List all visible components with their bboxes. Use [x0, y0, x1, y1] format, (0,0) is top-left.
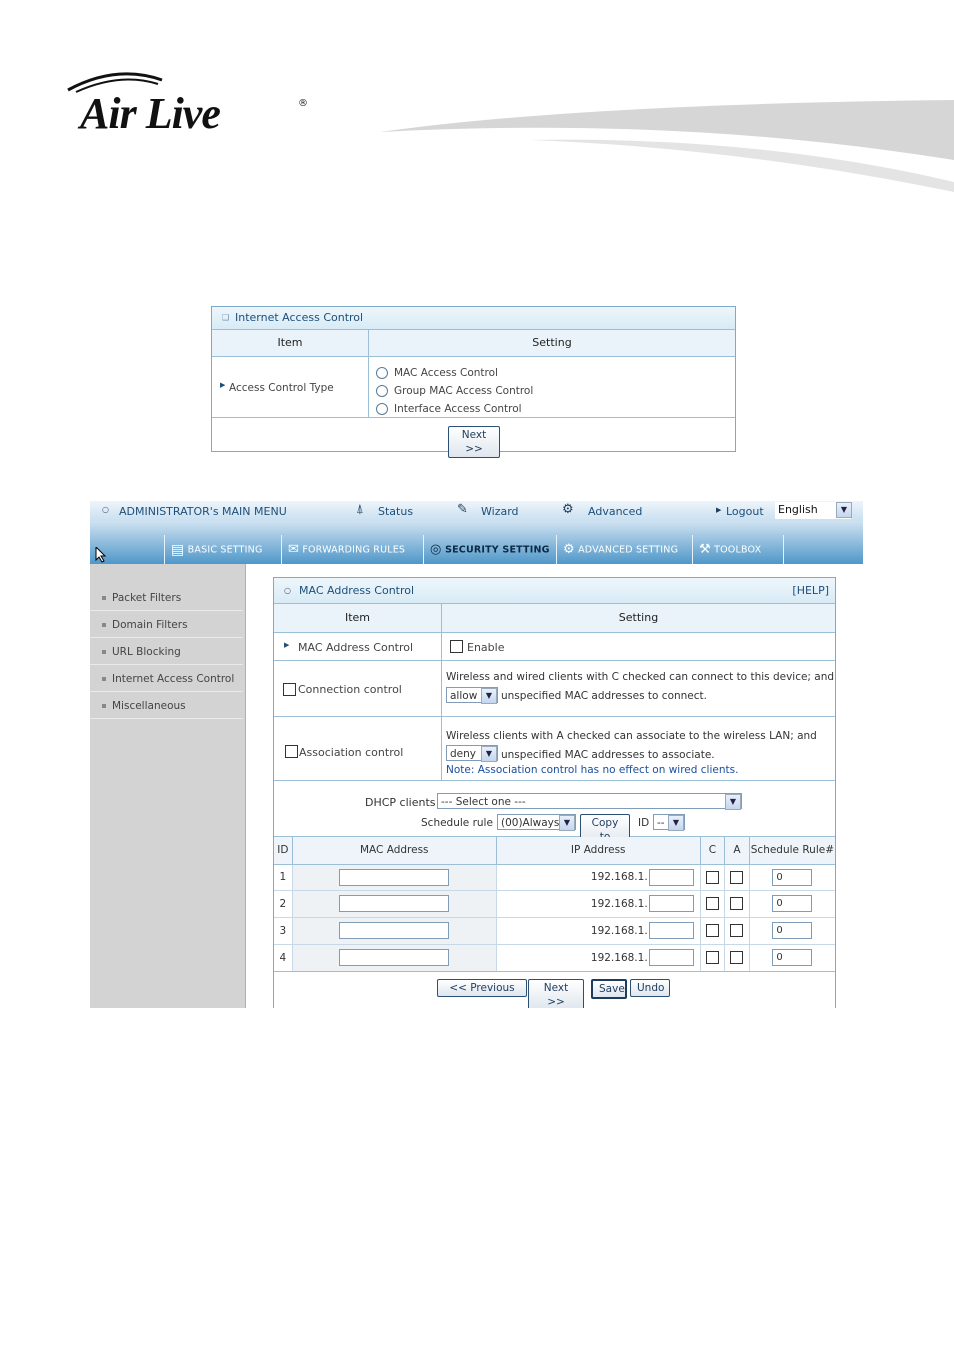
row-id: 3 — [274, 917, 292, 944]
table-row — [274, 890, 835, 917]
mac-address-input[interactable] — [339, 895, 449, 912]
th-ip-address: IP Address — [496, 837, 700, 864]
nav-security-setting[interactable]: ◎ SECURITY SETTING — [423, 535, 555, 565]
forwarding-rules-icon: ✉ — [288, 542, 300, 557]
a-checkbox[interactable] — [730, 871, 743, 884]
sidebar — [90, 564, 246, 1008]
schedule-rule-input[interactable]: 0 — [772, 922, 812, 939]
ip-suffix-input[interactable] — [649, 949, 694, 966]
toolbox-icon: ⚒ — [699, 542, 711, 557]
main-menu-title: ADMINISTRATOR's MAIN MENU — [119, 505, 287, 518]
radio-icon[interactable] — [376, 385, 388, 397]
internet-access-control-panel — [211, 306, 736, 455]
advanced-setting-icon: ⚙ — [563, 542, 575, 557]
mouse-cursor-icon — [94, 547, 110, 563]
panel-title: Internet Access Control — [235, 311, 364, 324]
association-control-label: Association control — [299, 746, 404, 759]
col-item: Item — [344, 611, 371, 624]
th-mac-address: MAC Address — [292, 837, 496, 864]
mac-address-control-panel — [273, 577, 836, 1008]
logo-registered-mark: ® — [298, 98, 308, 109]
a-checkbox[interactable] — [730, 897, 743, 910]
mac-address-input[interactable] — [339, 869, 449, 886]
schedule-rule-input[interactable]: 0 — [772, 949, 812, 966]
button-bar — [274, 972, 835, 1006]
th-c: C — [700, 837, 725, 864]
c-checkbox[interactable] — [706, 924, 719, 937]
connection-description-2: unspecified MAC addresses to connect. — [501, 690, 707, 702]
ip-prefix: 192.168.1. — [590, 871, 648, 883]
wizard-icon[interactable]: ✎ — [457, 502, 468, 517]
radio-icon[interactable] — [376, 403, 388, 415]
status-icon[interactable]: ⍋ — [356, 502, 364, 517]
mac-address-input[interactable] — [339, 922, 449, 939]
sidebar-item-internet-access-control[interactable]: Internet Access Control — [90, 666, 243, 692]
nav-toolbox[interactable]: ⚒ TOOLBOX — [692, 535, 784, 565]
logout-arrow-icon: ▶ — [716, 506, 722, 514]
basic-setting-icon: ▤ — [171, 542, 185, 558]
association-policy-select[interactable]: deny ▼ — [446, 745, 498, 761]
help-link[interactable]: [HELP] — [792, 584, 829, 597]
sidebar-item-packet-filters[interactable]: Packet Filters — [90, 585, 243, 611]
table-row — [274, 864, 835, 890]
dhcp-clients-label: DHCP clients — [365, 796, 436, 809]
chevron-down-icon: ▼ — [668, 815, 684, 831]
col-setting: Setting — [618, 611, 659, 624]
router-admin-window — [90, 501, 863, 1008]
sidebar-item-miscellaneous[interactable]: Miscellaneous — [90, 693, 243, 719]
th-a: A — [725, 837, 750, 864]
nav-forwarding-rules[interactable]: ✉ FORWARDING RULES — [281, 535, 416, 565]
top-menu-bar — [90, 501, 863, 521]
access-control-type-row — [212, 357, 735, 418]
th-schedule-rule: Schedule Rule# — [749, 837, 835, 864]
status-link[interactable]: Status — [378, 505, 414, 518]
sidebar-item-domain-filters[interactable]: Domain Filters — [90, 612, 243, 638]
save-button[interactable]: Save — [591, 979, 627, 999]
logo-text: Air Live — [80, 89, 220, 138]
row-arrow-icon: ▶ — [284, 641, 290, 649]
dhcp-clients-select[interactable]: --- Select one --- ▼ — [437, 793, 742, 809]
chevron-down-icon: ▼ — [836, 502, 852, 518]
panel-title: MAC Address Control — [299, 584, 415, 597]
chevron-down-icon: ▼ — [481, 746, 497, 762]
next-button[interactable]: Next >> — [528, 979, 584, 1009]
bullet-icon: ○ — [284, 586, 291, 595]
ip-suffix-input[interactable] — [649, 895, 694, 912]
schedule-rule-select[interactable]: (00)Always ▼ — [497, 814, 576, 830]
security-setting-icon: ◎ — [430, 542, 442, 557]
column-header-row — [212, 330, 735, 357]
connection-control-checkbox[interactable] — [283, 683, 296, 696]
connection-description: Wireless and wired clients with C checked can connect to this device; and — [446, 671, 835, 683]
ip-prefix: 192.168.1. — [590, 951, 648, 964]
airlive-logo — [66, 70, 316, 140]
table-row — [274, 944, 835, 971]
chevron-down-icon: ▼ — [481, 688, 497, 704]
table-row — [274, 917, 835, 944]
association-note: Note: Association control has no effect on wired clients. — [446, 764, 739, 776]
copy-to-button[interactable]: Copy to — [580, 814, 630, 846]
ip-suffix-input[interactable] — [649, 869, 694, 886]
mac-control-label: MAC Address Control — [298, 641, 414, 654]
next-button[interactable]: Next >> — [448, 426, 500, 458]
bullet-icon — [102, 623, 106, 627]
association-description: Wireless clients with A checked can associate to the wireless LAN; and — [446, 730, 817, 742]
menu-bullet-icon: ○ — [102, 505, 109, 514]
dhcp-clients-row — [274, 781, 835, 843]
radio-interface-access-control[interactable]: Interface Access Control — [376, 400, 533, 418]
schedule-rule-input[interactable]: 0 — [772, 895, 812, 912]
radio-mac-access-control[interactable]: MAC Access Control — [376, 364, 533, 382]
logout-link[interactable]: Logout — [726, 505, 764, 518]
column-header-row — [274, 604, 835, 633]
ip-prefix: 192.168.1. — [590, 924, 648, 937]
association-control-checkbox[interactable] — [285, 745, 298, 758]
panel-header — [212, 307, 735, 330]
nav-advanced-setting[interactable]: ⚙ ADVANCED SETTING — [556, 535, 691, 565]
language-select[interactable]: English ▼ — [775, 502, 851, 519]
wizard-link[interactable]: Wizard — [481, 505, 519, 518]
chevron-down-icon: ▼ — [559, 815, 575, 831]
advanced-link[interactable]: Advanced — [588, 505, 643, 518]
bullet-icon: ❑ — [222, 313, 230, 322]
bullet-icon — [102, 650, 106, 654]
schedule-rule-label: Schedule rule — [421, 817, 493, 829]
th-id: ID — [274, 837, 292, 864]
bullet-icon — [102, 596, 106, 600]
association-control-row — [274, 717, 835, 781]
mac-address-input[interactable] — [339, 949, 449, 966]
connection-control-row — [274, 661, 835, 717]
previous-button[interactable]: << Previous — [437, 979, 527, 997]
enable-label: Enable — [467, 641, 505, 654]
association-description-2: unspecified MAC addresses to associate. — [501, 749, 715, 761]
row-label: Access Control Type — [229, 382, 334, 394]
sidebar-item-url-blocking[interactable]: URL Blocking — [90, 639, 243, 665]
col-item: Item — [277, 336, 303, 349]
advanced-icon[interactable]: ⚙ — [562, 502, 574, 517]
id-label: ID — [638, 817, 650, 829]
row-id: 4 — [274, 944, 292, 971]
ip-suffix-input[interactable] — [649, 922, 694, 939]
undo-button[interactable]: Undo — [630, 979, 670, 997]
header-swoosh-decoration — [380, 96, 954, 196]
connection-policy-select[interactable]: allow ▼ — [446, 687, 498, 703]
radio-icon[interactable] — [376, 367, 388, 379]
bullet-icon — [102, 704, 106, 708]
a-checkbox[interactable] — [730, 951, 743, 964]
ip-prefix: 192.168.1. — [590, 897, 648, 910]
id-select[interactable]: -- ▼ — [653, 814, 685, 830]
enable-checkbox[interactable] — [450, 640, 463, 653]
row-id: 2 — [274, 890, 292, 917]
row-arrow-icon: ▶ — [220, 381, 226, 389]
c-checkbox[interactable] — [706, 897, 719, 910]
mac-control-row — [274, 633, 835, 661]
row-id: 1 — [274, 864, 292, 890]
main-nav-bar — [90, 521, 863, 564]
c-checkbox[interactable] — [706, 871, 719, 884]
c-checkbox[interactable] — [706, 951, 719, 964]
chevron-down-icon: ▼ — [725, 794, 741, 810]
mac-table — [274, 837, 835, 1006]
nav-basic-setting[interactable]: ▤ BASIC SETTING — [164, 535, 281, 565]
radio-group-mac-access-control[interactable]: Group MAC Access Control — [376, 382, 533, 400]
bullet-icon — [102, 677, 106, 681]
col-setting: Setting — [532, 336, 572, 349]
schedule-rule-input[interactable]: 0 — [772, 869, 812, 886]
a-checkbox[interactable] — [730, 924, 743, 937]
connection-control-label: Connection control — [298, 683, 402, 696]
panel-header — [274, 578, 835, 604]
